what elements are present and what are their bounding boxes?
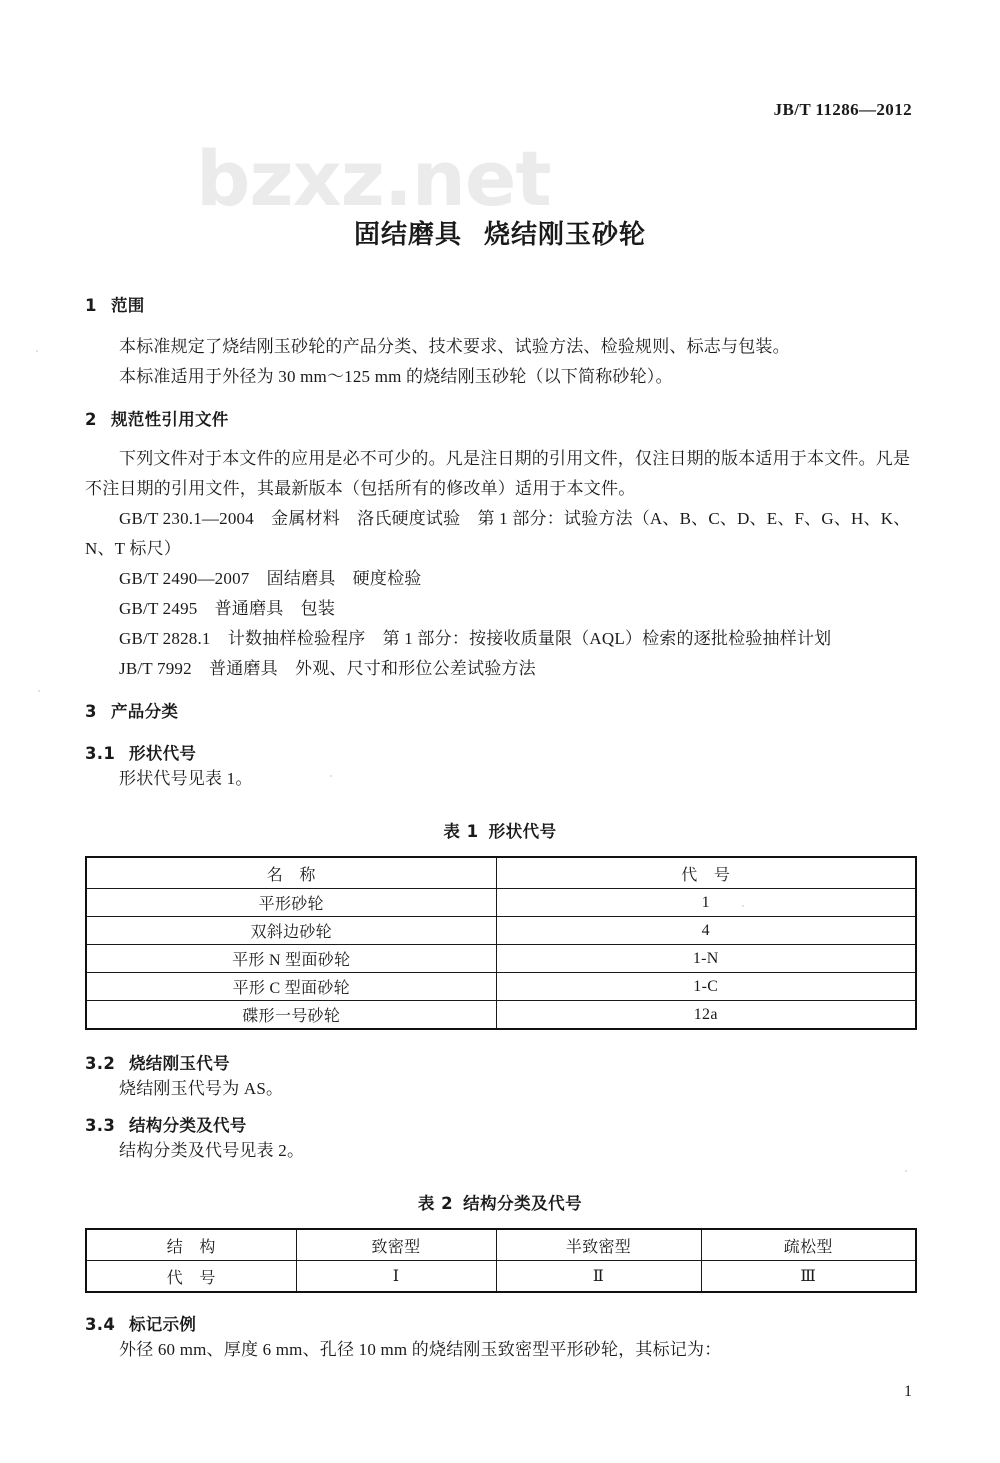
table-2-cell-porous: 疏松型 <box>701 1229 916 1261</box>
table-row-header <box>86 857 916 889</box>
table-row <box>86 1261 916 1293</box>
clause-1-title: 范围 <box>111 296 145 315</box>
clause-3-2-number: 3.2 <box>85 1054 116 1073</box>
clause-3-title: 产品分类 <box>111 702 179 721</box>
watermark: bzxz.net <box>196 134 551 223</box>
table-row <box>86 1001 916 1030</box>
table-1-cell-name: 碟形一号砂轮 <box>86 1001 496 1030</box>
clause-3-3-paragraph-1: 结构分类及代号见表 2。 <box>119 1141 305 1160</box>
table-1-header-name: 名 称 <box>86 857 496 889</box>
table-2-code-semi-dense: Ⅱ <box>496 1261 701 1293</box>
normative-reference-item: GB/T 230.1—2004 金属材料 洛氏硬度试验 第 1 部分：试验方法（A、B、C、D、E、F、G、H、K、N、T 标尺） <box>85 509 911 558</box>
table-2-structure-classification <box>85 1228 917 1293</box>
table-2-row-label-code: 代 号 <box>86 1261 296 1293</box>
clause-1-number: 1 <box>85 296 97 315</box>
clause-3-2-title: 烧结刚玉代号 <box>129 1054 230 1073</box>
table-row <box>86 889 916 917</box>
page-title <box>0 214 1000 251</box>
standard-number-text: JB/T 11286—2012 <box>773 100 912 119</box>
clause-3-number: 3 <box>85 702 97 721</box>
table-1-cell-code: 12a <box>496 1001 916 1030</box>
table-2-caption-label: 表 2 <box>417 1194 454 1213</box>
clause-3-4-paragraph-1: 外径 60 mm、厚度 6 mm、孔径 10 mm 的烧结刚玉致密型平形砂轮，其标记为： <box>119 1340 722 1359</box>
standard-number-header <box>774 100 912 120</box>
clause-1-paragraph-1: 本标准规定了烧结刚玉砂轮的产品分类、技术要求、试验方法、检验规则、标志与包装。 <box>119 337 790 356</box>
table-1-cell-code: 4 <box>496 917 916 945</box>
table-row <box>86 917 916 945</box>
clause-2-paragraph-1: 下列文件对于本文件的应用是必不可少的。凡是注日期的引用文件，仅注日期的版本适用于本文件。凡是不注日期的引用文件，其最新版本（包括所有的修改单）适用于本文件。 <box>85 449 911 498</box>
normative-reference-item: GB/T 2495 普通磨具 包装 <box>119 599 336 618</box>
clause-3-1-number: 3.1 <box>85 744 116 763</box>
table-2-code-porous: Ⅲ <box>701 1261 916 1293</box>
clause-3-2-heading <box>85 1050 915 1074</box>
scan-speck <box>36 350 38 352</box>
table-1-shape-codes <box>85 856 917 1030</box>
table-1-caption-title: 形状代号 <box>488 822 557 841</box>
table-1-cell-code: 1 <box>496 889 916 917</box>
document-body <box>85 292 915 1365</box>
table-1-cell-code: 1-C <box>496 973 916 1001</box>
table-1-header-code: 代 号 <box>496 857 916 889</box>
clause-3-1-heading <box>85 740 915 764</box>
clause-3-1-title: 形状代号 <box>129 744 197 763</box>
clause-1-paragraph-2: 本标准适用于外径为 30 mm～125 mm 的烧结刚玉砂轮（以下简称砂轮）。 <box>119 367 673 386</box>
clause-3-3-number: 3.3 <box>85 1116 116 1135</box>
table-1-cell-name: 双斜边砂轮 <box>86 917 496 945</box>
scan-speck <box>742 905 744 907</box>
normative-reference-item: JB/T 7992 普通磨具 外观、尺寸和形位公差试验方法 <box>119 659 536 678</box>
scan-speck <box>330 775 332 777</box>
table-1-caption-label: 表 1 <box>443 822 479 841</box>
table-1-cell-name: 平形 N 型面砂轮 <box>86 945 496 973</box>
table-1-cell-name: 平形 C 型面砂轮 <box>86 973 496 1001</box>
table-1-cell-code: 1-N <box>496 945 916 973</box>
clause-2-number: 2 <box>85 410 97 429</box>
table-2-code-dense: Ⅰ <box>296 1261 496 1293</box>
clause-2-title: 规范性引用文件 <box>111 410 229 429</box>
scan-speck <box>38 690 40 692</box>
table-2-caption <box>85 1190 915 1214</box>
table-1-cell-name: 平形砂轮 <box>86 889 496 917</box>
table-2-row-label-structure: 结 构 <box>86 1229 296 1261</box>
title-part-2: 烧结刚玉砂轮 <box>484 220 647 250</box>
table-1-caption <box>85 818 915 842</box>
title-part-1: 固结磨具 <box>353 220 462 250</box>
table-2-cell-semi-dense: 半致密型 <box>496 1229 701 1261</box>
clause-2-heading <box>85 406 915 430</box>
page-number: 1 <box>904 1383 912 1400</box>
table-2-cell-dense: 致密型 <box>296 1229 496 1261</box>
table-row-header <box>86 1229 916 1261</box>
scan-speck <box>905 1170 907 1172</box>
clause-3-4-number: 3.4 <box>85 1315 116 1334</box>
table-row <box>86 973 916 1001</box>
normative-reference-item: GB/T 2828.1 计数抽样检验程序 第 1 部分：按接收质量限（AQL）检索的逐批检验抽样计划 <box>119 629 832 648</box>
normative-reference-item: GB/T 2490—2007 固结磨具 硬度检验 <box>119 569 422 588</box>
table-2-caption-title: 结构分类及代号 <box>463 1194 583 1213</box>
clause-3-3-title: 结构分类及代号 <box>129 1116 247 1135</box>
clause-3-2-paragraph-1: 烧结刚玉代号为 AS。 <box>119 1079 284 1098</box>
clause-3-3-heading <box>85 1112 915 1136</box>
clause-3-4-heading <box>85 1311 915 1335</box>
table-row <box>86 945 916 973</box>
clause-1-heading <box>85 292 915 316</box>
clause-3-4-title: 标记示例 <box>129 1315 197 1334</box>
clause-3-heading <box>85 698 915 722</box>
clause-3-1-paragraph-1: 形状代号见表 1。 <box>119 769 253 788</box>
